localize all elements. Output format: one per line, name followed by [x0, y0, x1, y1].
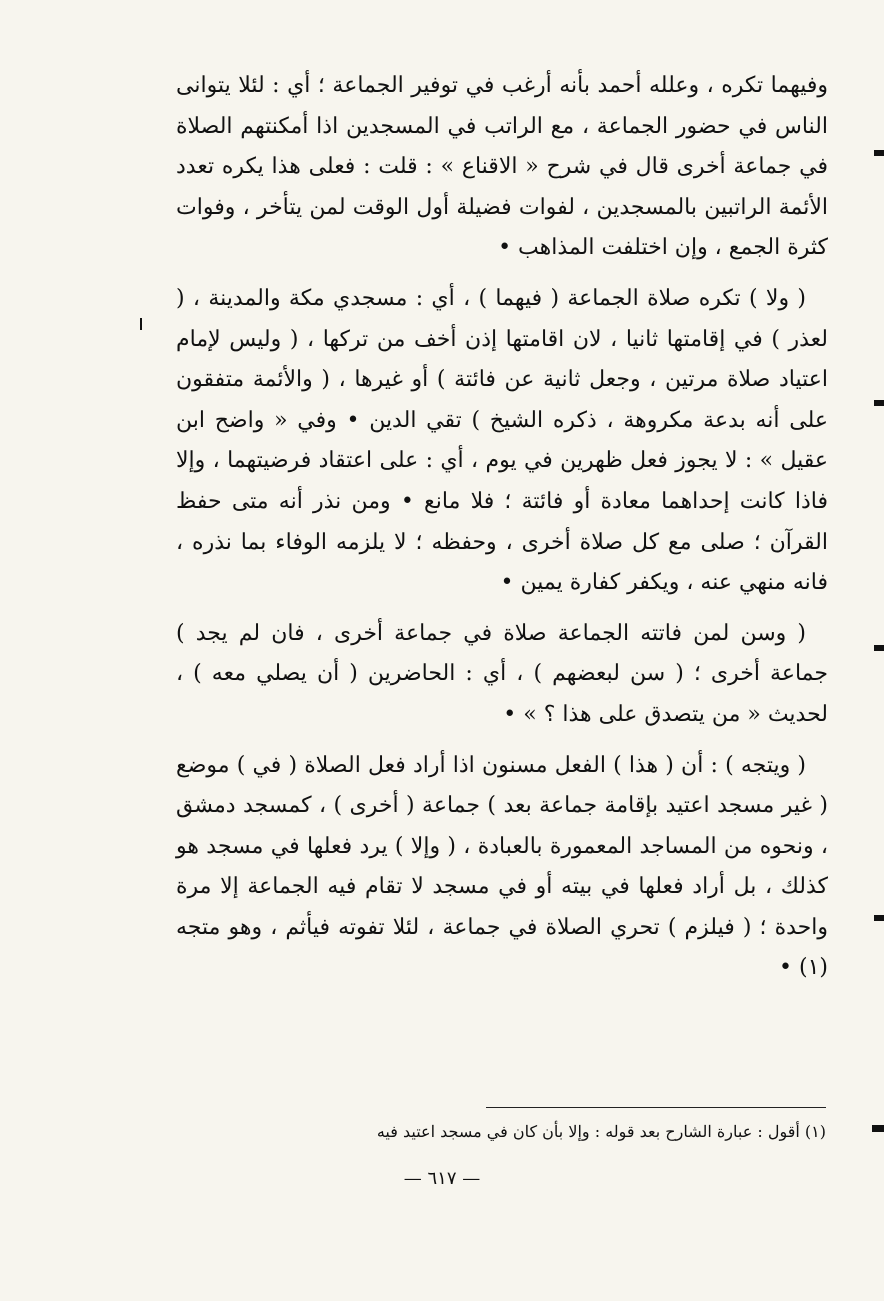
paragraph-2: ( ولا ) تكره صلاة الجماعة ( فيهما ) ، أي : مسجدي مكة والمدينة ، ( لعذر ) في إقامتها ثانيا ، لان اقامتها إذن أخف من تركها ، ( وليس لإمام اعتياد صلاة مرتين ، وجعل ثانية عن فائتة ) أو غيرها ، ( والأئمة متفقون على أنه بدعة مكروهة ، ذكره الشيخ ) تقي الدين • وفي « واضح ابن عقيل » : لا يجوز فعل ظهرين في يوم ، أي : على اعتقاد فرضيتهما ، وإلا فاذا كانت إحداهما معادة أو فائتة ؛ فلا مانع • ومن نذر أنه متى حفظ القرآن ؛ صلى مع كل صلاة أخرى ، وحفظه ؛ لا يلزمه الوفاء بما نذره ، فانه منهي عنه ، ويكفر كفارة يمين • [176, 285, 828, 596]
footnote: (١) أقول : عبارة الشارح بعد قوله : وإلا بأن كان في مسجد اعتيد فيه [376, 1122, 826, 1141]
paragraph-1: وفيهما تكره ، وعلله أحمد بأنه أرغب في توفير الجماعة ؛ أي : لئلا يتوانى الناس في حضور الجماعة ، مع الراتب في المسجدين اذا أمكنتهم الصلاة في جماعة أخرى قال في شرح « الاقناع » : قلت : فعلى هذا يكره تعدد الأئمة الراتبين بالمسجدين ، لفوات فضيلة أول الوقت لمن يتأخر ، وفوات كثرة الجمع ، وإن اختلفت المذاهب • [176, 73, 828, 261]
paragraph-3: ( وسن لمن فاتته الجماعة صلاة في جماعة أخرى ، فان لم يجد ) جماعة أخرى ؛ ( سن لبعضهم ) ، أي : الحاضرين ( أن يصلي معه ) ، لحديث « من يتصدق على هذا ؟ » • [176, 620, 828, 727]
main-text [176, 66, 828, 989]
scan-mark [140, 318, 142, 330]
footnote-divider [486, 1107, 826, 1108]
paragraph-4: ( ويتجه ) : أن ( هذا ) الفعل مسنون اذا أراد فعل الصلاة ( في ) موضع ( غير مسجد اعتيد بإقامة جماعة بعد ) جماعة ( أخرى ) ، كمسجد دمشق ، ونحوه من المساجد المعمورة بالعبادة ، ( وإلا ) يرد فعلها في مسجد هو كذلك ، بل أراد فعلها في بيته أو في مسجد لا تقام فيه الجماعة إلا مرة واحدة ؛ ( فيلزم ) تحري الصلاة في جماعة ، لئلا تفوته فيأثم ، وهو متجه (١) • [176, 752, 828, 981]
scan-mark [874, 915, 884, 921]
scan-mark [874, 150, 884, 156]
scan-mark [874, 645, 884, 651]
page-number: — ٦١٧ — [403, 1168, 481, 1189]
scan-mark [874, 400, 884, 406]
scan-mark [872, 1125, 884, 1132]
